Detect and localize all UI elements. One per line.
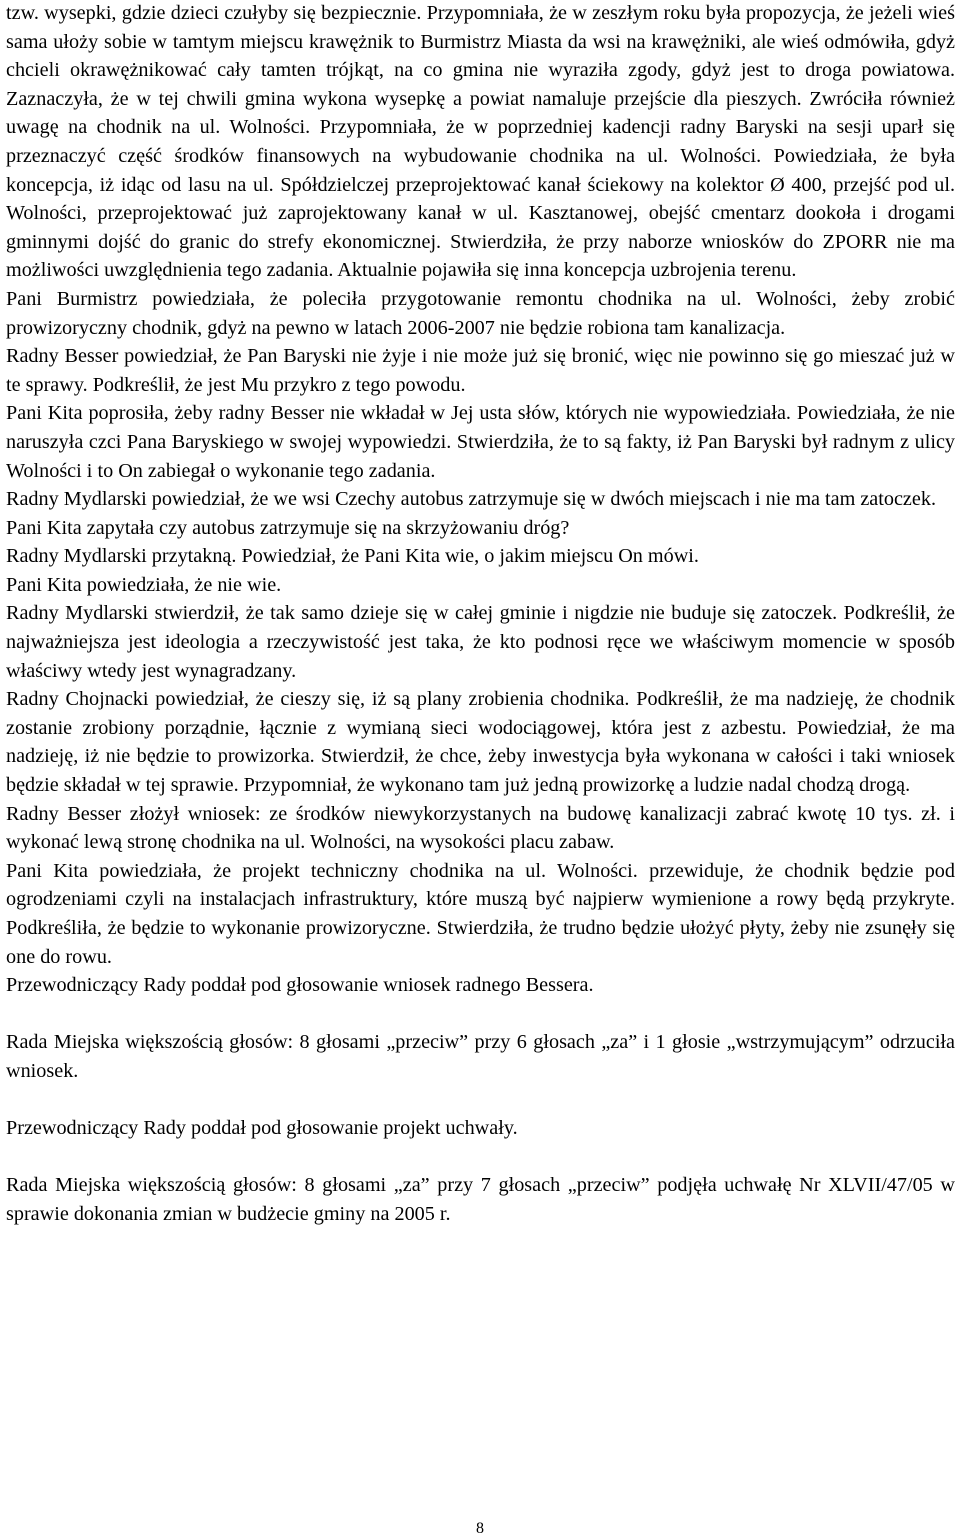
page-number: 8 bbox=[476, 1520, 484, 1537]
paragraph-besser-baryski: Radny Besser powiedział, że Pan Baryski nie żyje i nie może już się bronić, więc nie powinno się go mieszać już w te sprawy. Podkreślił, że jest Mu przykro z tego powodu. bbox=[6, 345, 955, 396]
paragraph-spacer bbox=[6, 1000, 955, 1029]
paragraph-mydlarski-zatoczki: Radny Mydlarski stwierdził, że tak samo dzieje się w całej gminie i nigdzie nie buduje się zatoczek. Podkreślił, że najważniejsza jest ideologia a rzeczywistość jest taka, że kto podnosi ręce we właściwym momencie w sposób właściwy wtedy jest wynagradzany. bbox=[6, 602, 955, 682]
paragraph-kita-nie-wie: Pani Kita powiedziała, że nie wie. bbox=[6, 573, 282, 596]
paragraph-glosowanie-wniosku: Przewodniczący Rady poddał pod głosowanie wniosek radnego Bessera. bbox=[6, 974, 594, 997]
paragraph-besser-wniosek: Radny Besser złożył wniosek: ze środków niewykorzystanych na budowę kanalizacji zabrać kwotę 10 tys. zł. i wykonać lewą stronę chodnika na ul. Wolności, na wysokości placu zabaw. bbox=[6, 802, 955, 854]
paragraph-mydlarski-przytakna: Radny Mydlarski przytakną. Powiedział, że Pani Kita wie, o jakim miejscu On mówi. bbox=[6, 545, 699, 568]
paragraph-wynik-uchwaly: Rada Miejska większością głosów: 8 głosami „za” przy 7 głosach „przeciw” podjęła uchwałę Nr XLVII/47/05 w sprawie dokonania zmian w budżecie gminy na 2005 r. bbox=[6, 1174, 955, 1225]
paragraph-burmistrz-remont: Pani Burmistrz powiedziała, że poleciła przygotowanie remontu chodnika na ul. Wolności, żeby zrobić prowizoryczny chodnik, gdyż na pewno w latach 2006-2007 nie będzie robiona tam kanalizacja. bbox=[6, 287, 955, 339]
paragraph-wynik-wniosku: Rada Miejska większością głosów: 8 głosami „przeciw” przy 6 głosach „za” i 1 głosie „wstrzymującym” odrzuciła wniosek. bbox=[6, 1031, 955, 1082]
paragraph-spacer bbox=[6, 1086, 955, 1115]
paragraph-mydlarski-czechy: Radny Mydlarski powiedział, że we wsi Czechy autobus zatrzymuje się w dwóch miejscach i nie ma tam zatoczek. bbox=[6, 488, 936, 511]
paragraph-chojnacki: Radny Chojnacki powiedział, że cieszy się, iż są plany zrobienia chodnika. Podkreślił, że ma nadzieję, że chodnik zostanie zrobiony porządnie, łącznie z wymianą sieci wodociągowej, która jest z azbestu. Powiedział, że ma nadzieję, iż nie będzie to prowizorka. Stwierdził, że chce, żeby inwestycja była wykonana w całości i taki wniosek będzie składał w tej sprawie. Przypomniał, że wykonano tam już jedną prowizorkę a ludzie nadal chodzą drogą. bbox=[6, 688, 955, 797]
paragraph-glosowanie-uchwaly: Przewodniczący Rady poddał pod głosowanie projekt uchwały. bbox=[6, 1117, 518, 1140]
document-page bbox=[6, 0, 955, 1229]
paragraph-kita-odpowiedz: Pani Kita poprosiła, żeby radny Besser nie wkładał w Jej usta słów, których nie wypowiedziała. Powiedziała, że nie naruszyła czci Pana Baryskiego w swojej wypowiedzi. Stwierdziła, że to są fakty, iż Pan Baryski był radnym z ulicy Wolności i to On zabiegał o wykonanie tego zadania. bbox=[6, 402, 955, 482]
paragraph-kita-pytanie: Pani Kita zapytała czy autobus zatrzymuje się na skrzyżowaniu dróg? bbox=[6, 516, 570, 539]
paragraph-burmistrz-kita-chodnik: tzw. wysepki, gdzie dzieci czułyby się bezpiecznie. Przypomniała, że w zeszłym roku była propozycja, że jeżeli wieś sama ułoży sobie w tamtym miejscu krawężnik to Burmistrz Miasta da wsi na krawężniki, ale wieś odmówiła, gdyż chcieli okrawężnikować cały tamten trójkąt, na co gmina nie wyraziła zgody, gdyż jest to droga powiatowa. Zaznaczyła, że w tej chwili gmina wykona wysepkę a powiat namaluje przejście dla pieszych. Zwróciła również uwagę na chodnik na ul. Wolności. Przypomniała, że w poprzedniej kadencji radny Baryski na sesji uparł się przeznaczyć część środków finansowych na wybudowanie chodnika na ul. Wolności. Powiedziała, że była koncepcja, iż idąc od lasu na ul. Spółdzielczej przeprojektować kanał ściekowy na kolektor Ø 400, przejść pod ul. Wolności, przeprojektować już zaprojektowany kanał w ul. Kasztanowej, obejść cmentarz dookoła i drogami gminnymi dojść do granic do strefy ekonomicznej. Stwierdziła, że przy naborze wniosków do ZPORR nie ma możliwości uwzględnienia tego zadania. Aktualnie pojawiła się inna koncepcja uzbrojenia terenu. bbox=[6, 2, 955, 282]
paragraph-kita-projekt: Pani Kita powiedziała, że projekt techniczny chodnika na ul. Wolności. przewiduje, że chodnik będzie pod ogrodzeniami czyli na instalacjach infrastruktury, które muszą być najpierw wymienione a rowy będą przykryte. Podkreśliła, że będzie to wykonanie prowizoryczne. Stwierdziła, że trudno będzie ułożyć płyty, żeby nie zsunęły się one do rowu. bbox=[6, 859, 955, 968]
paragraph-spacer bbox=[6, 1143, 955, 1172]
